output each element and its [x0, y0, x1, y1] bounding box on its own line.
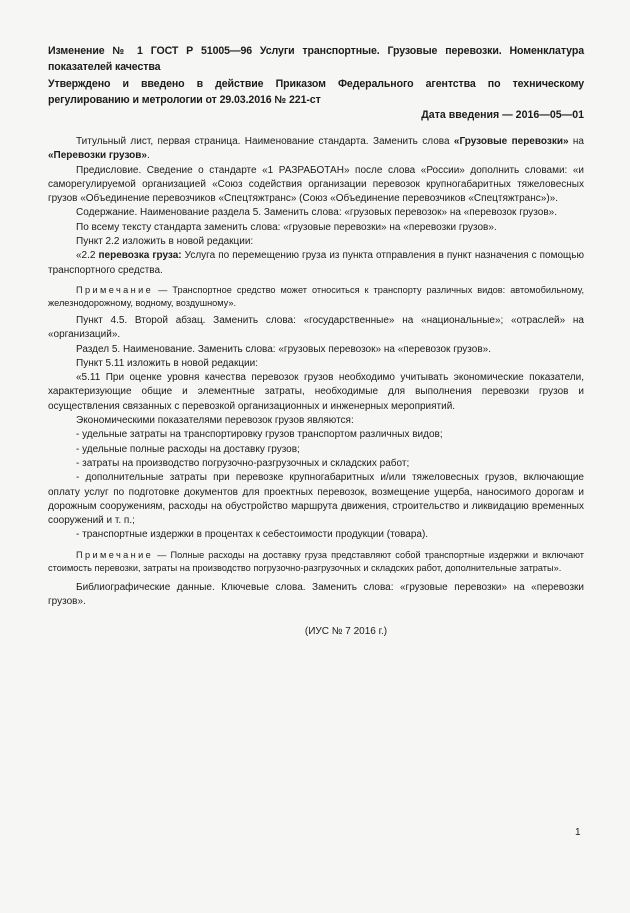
list-item: - удельные затраты на транспортировку грузов транспортом различных видов; — [76, 429, 443, 441]
paragraph-clause-2-2: «2.2 перевозка груза: Услуга по перемещению груза из пункта отправления в пункт назначения с помощью транспортного средства. — [48, 250, 584, 276]
list-item: - транспортные издержки в процентах к себестоимости продукции (товара). — [76, 529, 429, 541]
paragraph-clause-2-2-intro: Пункт 2.2 изложить в новой редакции: — [76, 236, 254, 248]
ius-reference: (ИУС № 7 2016 г.) — [304, 626, 388, 638]
note-delivery-costs: Примечание — Полные расходы на доставку груза представляют собой транспортные издержки и включают стоимость перевозки, затраты на производство погрузочно-разгрузочных и складских работ, дополнительные затраты». — [48, 549, 584, 573]
approval-statement: Утверждено и введено в действие Приказом Федерального агентства по техническому регулированию и метрологии от 29.03.2016 № 221-ст — [48, 78, 584, 106]
paragraph-title-page: Титульный лист, первая страница. Наименование стандарта. Заменить слова «Грузовые перевозки» на «Перевозки грузов». — [48, 136, 584, 162]
paragraph-clause-4-5: Пункт 4.5. Второй абзац. Заменить слова: «государственные» на «национальные»; «отраслей» на «организаций». — [48, 314, 584, 341]
paragraph-global-replace: По всему тексту стандарта заменить слова: «грузовые перевозки» на «перевозки грузов». — [76, 221, 497, 233]
paragraph-clause-5-11-intro: Пункт 5.11 изложить в новой редакции: — [76, 357, 259, 369]
paragraph-section-5: Раздел 5. Наименование. Заменить слова: «грузовых перевозок» на «перевозок грузов». — [76, 343, 491, 355]
list-item: - удельные полные расходы на доставку грузов; — [76, 443, 300, 455]
list-item: - затраты на производство погрузочно-разгрузочных и складских работ; — [76, 457, 410, 469]
note-vehicle: Примечание — Транспортное средство может относиться к транспорту различных видов: автомобильному, железнодорожному, водному, воздушному». — [48, 284, 584, 308]
paragraph-foreword: Предисловие. Сведение о стандарте «1 РАЗРАБОТАН» после слова «России» дополнить словами: «и саморегулируемой организацией «Союз содействия организации перевозок крупногабаритных тяжеловесных грузов «Объединение перевозчиков «Спецтяжтранс» (Союз «Объединение перевозчиков «Спецтяжтранс»)». — [48, 164, 584, 205]
paragraph-contents: Содержание. Наименование раздела 5. Заменить слова: «грузовых перевозок» на «перевозок грузов». — [76, 207, 557, 219]
document-body — [48, 135, 584, 640]
paragraph-indicators-intro: Экономическими показателями перевозок грузов являются: — [76, 415, 354, 427]
page-number: 1 — [575, 827, 581, 838]
list-item: - дополнительные затраты при перевозке крупногабаритных и/или тяжеловесных грузов, включающие оплату услуг по подготовке документов для проектных перевозок, возмещение ущерба, наносимого дорогам и дорожным сооружениям, расходы на обустройство маршрута движения, строительство и ликвидацию временных сооружений и т. п.; — [48, 472, 584, 527]
amendment-title: Изменение № 1 ГОСТ Р 51005—96 Услуги транспортные. Грузовые перевозки. Номенклатура показателей качества — [48, 45, 584, 73]
paragraph-clause-5-11: «5.11 При оценке уровня качества перевозок грузов необходимо учитывать экономические показатели, характеризующие общие и элементные затраты, необходимые для выполнения перевозки грузов и осуществления связанных с перевозкой организационных и инженерных мероприятий. — [48, 372, 584, 412]
paragraph-bibliographic: Библиографические данные. Ключевые слова. Заменить слова: «грузовые перевозки» на «перевозки грузов». — [48, 581, 584, 608]
effective-date: Дата введения — 2016—05—01 — [421, 109, 584, 121]
